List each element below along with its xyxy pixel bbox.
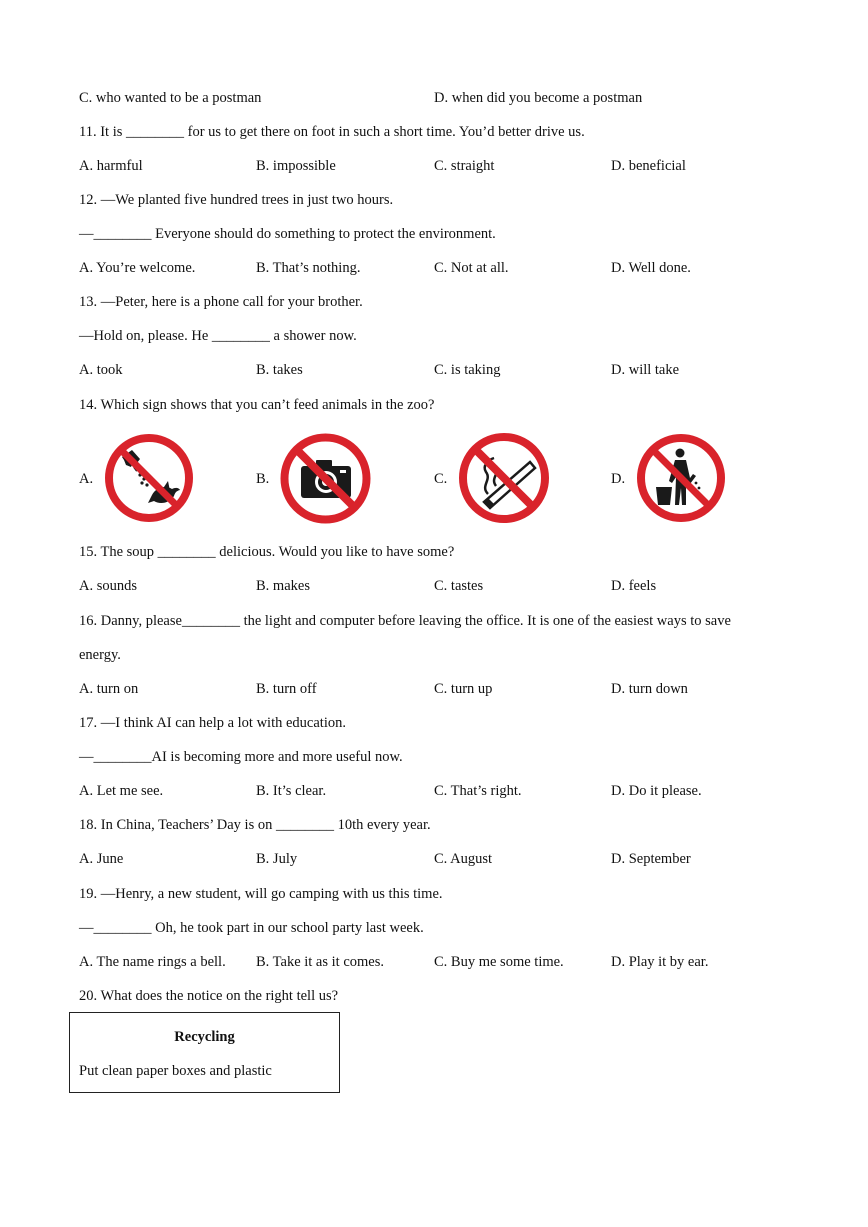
q19-option-a: A. The name rings a bell. xyxy=(79,954,226,970)
q17-option-b: B. It’s clear. xyxy=(256,783,327,799)
no-smoking-icon xyxy=(458,432,550,524)
q15-stem: 15. The soup ________ delicious. Would you like to have some? xyxy=(79,544,455,560)
q12-stem: 12. —We planted five hundred trees in just two hours. xyxy=(79,192,394,208)
q12-line2: —________ Everyone should do something to protect the environment. xyxy=(79,226,496,242)
q13-option-a: A. took xyxy=(79,362,123,378)
q19-line2: —________ Oh, he took part in our school party last week. xyxy=(79,920,424,936)
q18-option-d: D. September xyxy=(611,851,691,867)
q12-option-a: A. You’re welcome. xyxy=(79,260,196,276)
no-camera-icon xyxy=(280,433,371,524)
q13-stem: 13. —Peter, here is a phone call for your brother. xyxy=(79,294,363,310)
q14-option-b: B. xyxy=(256,471,270,487)
q17-option-c: C. That’s right. xyxy=(434,783,522,799)
q11-option-b: B. impossible xyxy=(256,158,336,174)
q19-option-d: D. Play it by ear. xyxy=(611,954,709,970)
q15-option-a: A. sounds xyxy=(79,578,138,594)
q16-line2: energy. xyxy=(79,647,121,663)
q14-stem: 14. Which sign shows that you can’t feed animals in the zoo? xyxy=(79,397,435,413)
q16-option-d: D. turn down xyxy=(611,681,688,697)
q18-stem: 18. In China, Teachers’ Day is on ________ 10th every year. xyxy=(79,817,431,833)
no-feeding-icon xyxy=(104,433,194,523)
q18-option-c: C. August xyxy=(434,851,493,867)
no-littering-icon xyxy=(636,433,726,523)
q12-option-d: D. Well done. xyxy=(611,260,691,276)
q11-option-a: A. harmful xyxy=(79,158,143,174)
q14-option-a: A. xyxy=(79,471,94,487)
notice-title: Recycling xyxy=(174,1029,235,1045)
q13-option-b: B. takes xyxy=(256,362,303,378)
q19-stem: 19. —Henry, a new student, will go camping with us this time. xyxy=(79,886,443,902)
q15-option-b: B. makes xyxy=(256,578,310,594)
q14-option-d: D. xyxy=(611,471,626,487)
notice-body: Put clean paper boxes and plastic xyxy=(79,1063,272,1079)
q13-line2: —Hold on, please. He ________ a shower now. xyxy=(79,328,357,344)
q12-option-b: B. That’s nothing. xyxy=(256,260,361,276)
recycling-notice xyxy=(69,1012,340,1093)
q11-option-d: D. beneficial xyxy=(611,158,686,174)
q11-stem: 11. It is ________ for us to get there on foot in such a short time. You’d better drive us. xyxy=(79,124,585,140)
q18-option-a: A. June xyxy=(79,851,124,867)
q13-option-c: C. is taking xyxy=(434,362,501,378)
q16-option-a: A. turn on xyxy=(79,681,139,697)
q10-option-c: C. who wanted to be a postman xyxy=(79,90,262,106)
q17-stem: 17. —I think AI can help a lot with education. xyxy=(79,715,346,731)
q16-stem: 16. Danny, please________ the light and computer before leaving the office. It is one of the easiest ways to save xyxy=(79,613,731,629)
q15-option-c: C. tastes xyxy=(434,578,484,594)
q20-stem: 20. What does the notice on the right tell us? xyxy=(79,988,339,1004)
q15-option-d: D. feels xyxy=(611,578,657,594)
q19-option-c: C. Buy me some time. xyxy=(434,954,564,970)
q14-option-c: C. xyxy=(434,471,448,487)
q19-option-b: B. Take it as it comes. xyxy=(256,954,384,970)
q17-option-a: A. Let me see. xyxy=(79,783,164,799)
q17-line2: —________AI is becoming more and more useful now. xyxy=(79,749,403,765)
q12-option-c: C. Not at all. xyxy=(434,260,509,276)
q10-option-d: D. when did you become a postman xyxy=(434,90,643,106)
q13-option-d: D. will take xyxy=(611,362,680,378)
q16-option-c: C. turn up xyxy=(434,681,493,697)
q17-option-d: D. Do it please. xyxy=(611,783,702,799)
q11-option-c: C. straight xyxy=(434,158,495,174)
q16-option-b: B. turn off xyxy=(256,681,317,697)
q18-option-b: B. July xyxy=(256,851,298,867)
